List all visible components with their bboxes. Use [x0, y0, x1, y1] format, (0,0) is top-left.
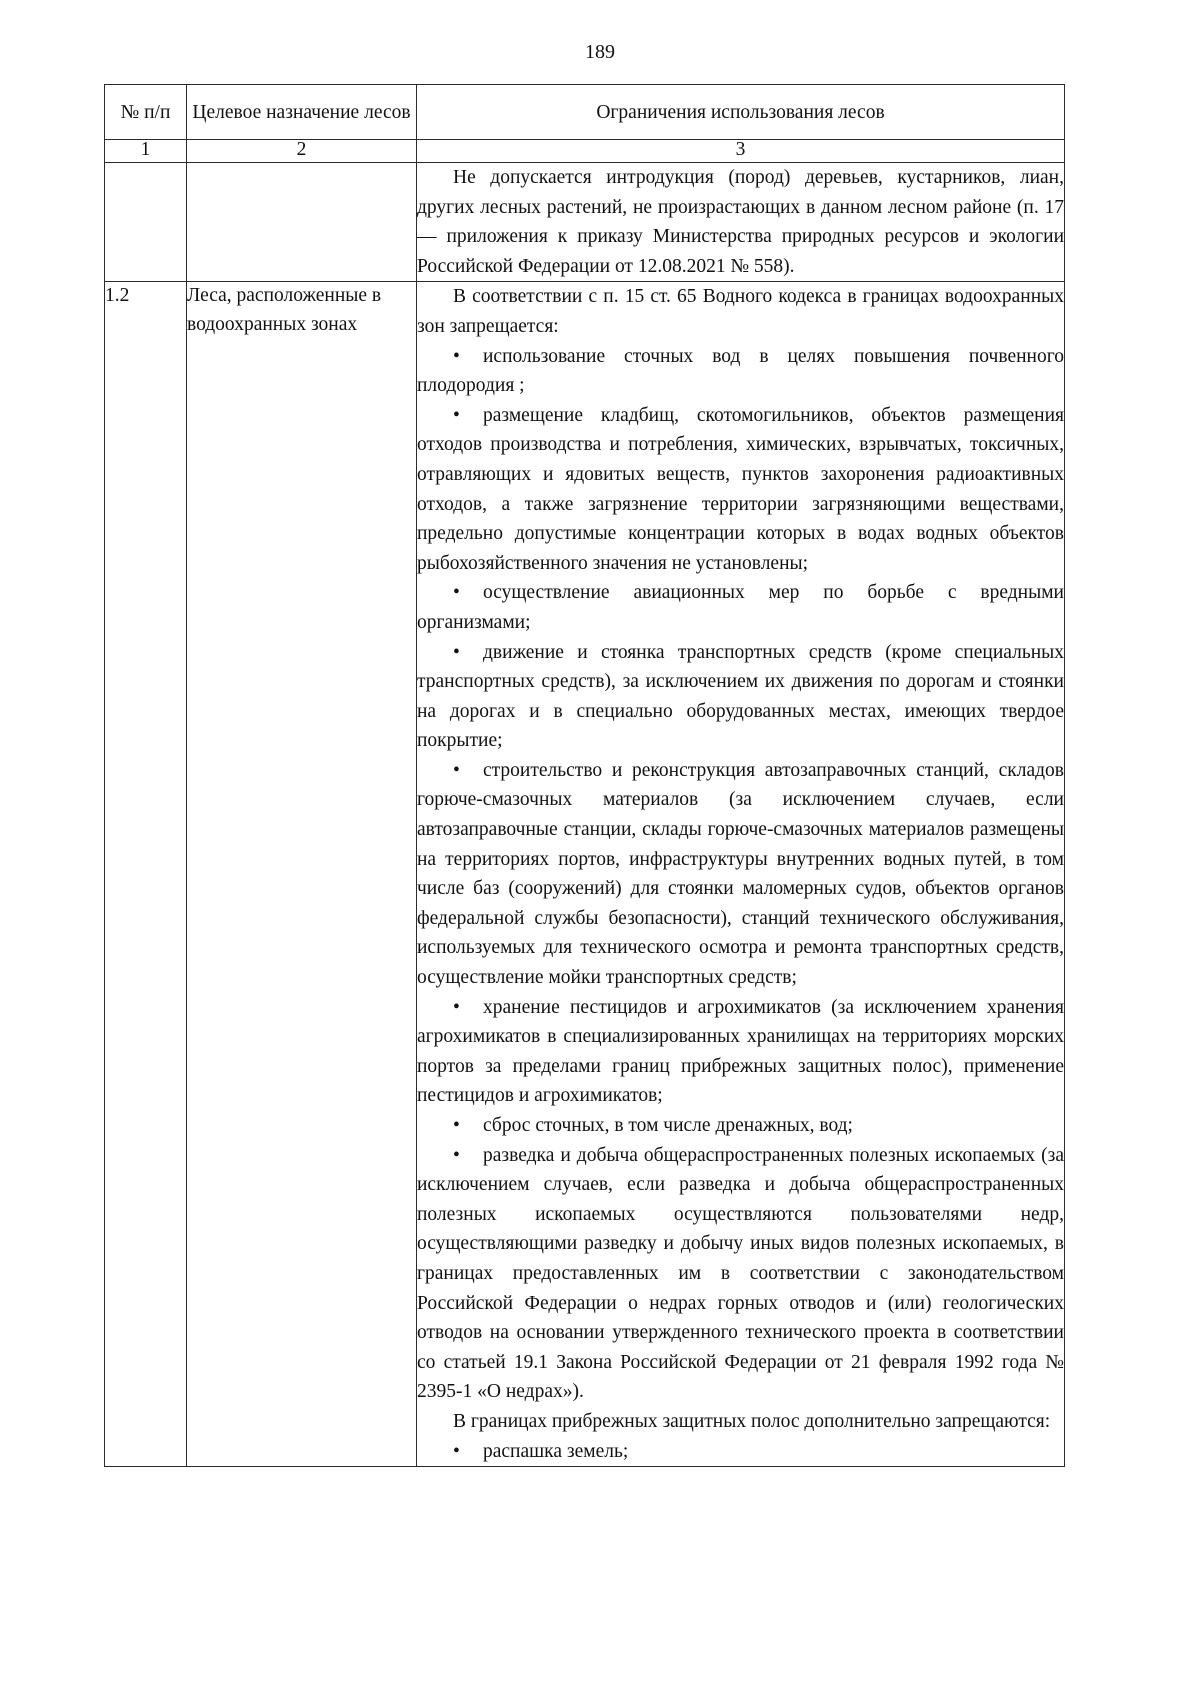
column-number-1: 1 [105, 140, 187, 163]
coastal-strip-intro: В границах прибрежных защитных полос дополнительно запрещаются: [453, 1410, 1051, 1432]
list-item-text: хранение пестицидов и агрохимикатов (за исключением хранения агрохимикатов в специализированных хранилищах на территориях морских портов за пределами границ прибрежных защитных полос), применение пестицидов и агрохимикатов; [417, 996, 1064, 1107]
list-item [417, 1437, 1064, 1467]
bullet-icon: • [453, 1440, 460, 1462]
list-item [417, 756, 1064, 993]
list-item-text: распашка земель; [483, 1440, 629, 1462]
list-item [417, 342, 1064, 401]
column-number-2: 2 [187, 140, 417, 163]
row-number: 1.2 [105, 282, 187, 1467]
list-item [417, 1111, 1064, 1141]
table-row-1-2 [105, 282, 1065, 1467]
bullet-icon: • [453, 996, 460, 1018]
page-number: 189 [585, 41, 615, 63]
bullet-icon: • [453, 1144, 460, 1166]
column-numbers-row [105, 140, 1065, 163]
table-header-row [105, 85, 1065, 140]
list-item [417, 993, 1064, 1111]
table-row-continuation [105, 163, 1065, 282]
introduction-prohibition-text: Не допускается интродукция (пород) деревьев, кустарников, лиан, других лесных растений, не произрастающих в данном лесном районе (п. 17 — приложения к приказу Министерства природных ресурсов и экологии Российской Федерации от 12.08.2021 № 558). [417, 167, 1064, 277]
forest-purpose: Леса, расположенные в водоохранных зонах [187, 282, 417, 1467]
restrictions-table [104, 84, 1065, 1467]
bullet-icon: • [453, 582, 460, 604]
list-item [417, 1141, 1064, 1407]
restrictions-cell [417, 282, 1065, 1467]
restrictions-list [417, 342, 1064, 1407]
bullet-icon: • [453, 641, 460, 663]
list-item [417, 401, 1064, 579]
list-item [417, 638, 1064, 756]
list-item-text: размещение кладбищ, скотомогильников, объектов размещения отходов производства и потребления, химических, взрывчатых, токсичных, отравляющих и ядовитых веществ, пунктов захоронения радиоактивных отходов, а также загрязнение территории загрязняющими веществами, предельно допустимые концентрации которых в водах водных объектов рыбохозяйственного значения не установлены; [417, 404, 1064, 574]
header-number: № п/п [105, 85, 187, 140]
list-item-text: строительство и реконструкция автозаправочных станций, складов горюче-смазочных материалов (за исключением случаев, если автозаправочные станции, склады горюче-смазочных материалов размещены на территориях портов, инфраструктуры внутренних водных путей, в том числе баз (сооружений) для стоянки маломерных судов, объектов органов федеральной службы безопасности), станций технического обслуживания, используемых для технического осмотра и ремонта транспортных средств, осуществление мойки транспортных средств; [417, 759, 1064, 989]
list-item-text: использование сточных вод в целях повышения почвенного плодородия ; [417, 345, 1064, 397]
list-item-text: разведка и добыча общераспространенных полезных ископаемых (за исключением случаев, если разведка и добыча общераспространенных полезных ископаемых осуществляются пользователями недр, осуществляющими разведку и добычу иных видов полезных ископаемых, в границах предоставленных им в соответствии с законодательством Российской Федерации о недрах горных отводов и (или) геологических отводов на основании утвержденного технического проекта в соответствии со статьей 19.1 Закона Российской Федерации от 21 февраля 1992 года № 2395-1 «О недрах»). [417, 1144, 1064, 1403]
header-forest-purpose: Целевое назначение лесов [187, 85, 417, 140]
continuation-purpose-cell [187, 163, 417, 282]
header-restrictions: Ограничения использования лесов [417, 85, 1065, 140]
bullet-icon: • [453, 1115, 460, 1136]
continuation-restrictions-cell [417, 163, 1065, 282]
list-item [417, 578, 1064, 637]
list-item-text: осуществление авиационных мер по борьбе с вредными организмами; [417, 582, 1064, 633]
continuation-number-cell [105, 163, 187, 282]
list-item-text: сброс сточных, в том числе дренажных, вод; [483, 1115, 853, 1136]
water-protection-intro: В соответствии с п. 15 ст. 65 Водного кодекса в границах водоохранных зон запрещается: [417, 286, 1064, 337]
bullet-icon: • [453, 404, 460, 426]
column-number-3: 3 [417, 140, 1065, 163]
bullet-icon: • [453, 345, 460, 367]
list-item-text: движение и стоянка транспортных средств (кроме специальных транспортных средств), за исключением их движения по дорогам и стоянки на дорогах и в специально оборудованных местах, имеющих твердое покрытие; [417, 641, 1064, 752]
bullet-icon: • [453, 759, 460, 781]
